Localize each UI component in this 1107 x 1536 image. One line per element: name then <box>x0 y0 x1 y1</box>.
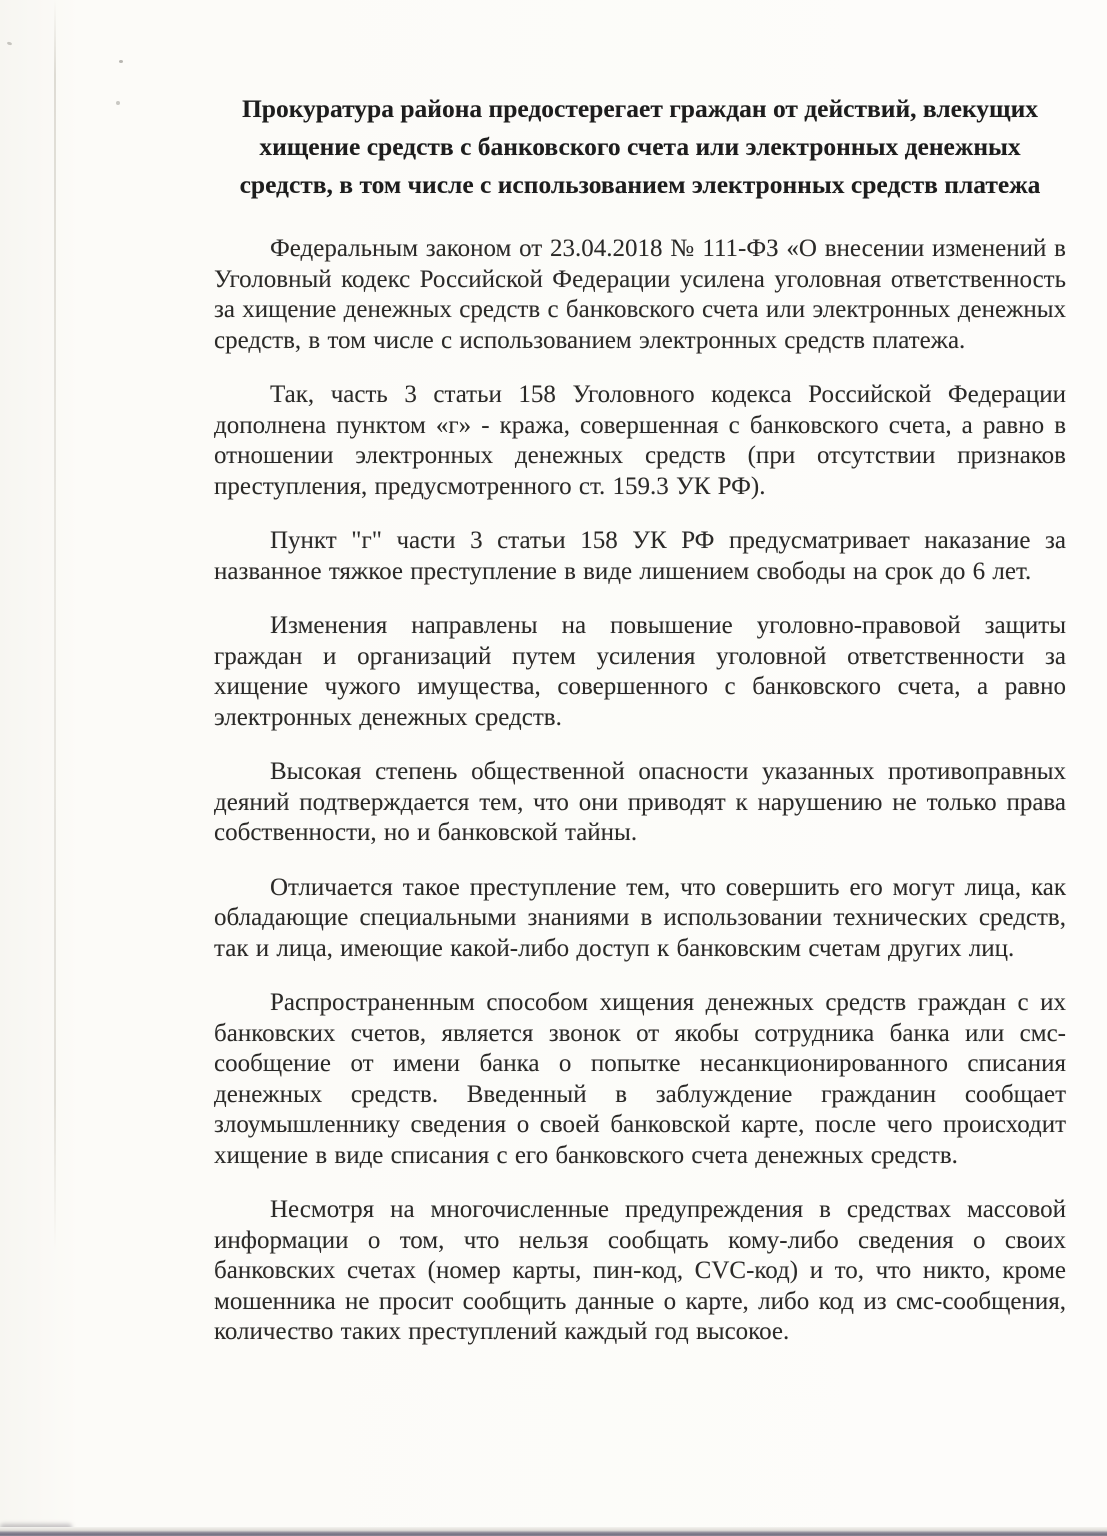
scan-artifact-speck <box>116 101 120 105</box>
paragraph-common-theft-method: Распространенным способом хищения денежных средств граждан с их банковских счетов, является звонок от якобы сотрудника банка или смс-сообщение от имени банка о попытке несанкционированного списания денежных средств. Введенный в заблуждение гражданин сообщает злоумышленнику сведения о своей банковской карте, после чего происходит хищение в виде списания с его банковского счета денежных средств. <box>214 989 1066 1169</box>
document-body <box>214 234 1066 1372</box>
document-title <box>215 90 1065 204</box>
scan-artifact-bottom-edge <box>0 1527 1107 1536</box>
scan-artifact-speck <box>119 60 123 63</box>
document-title-line-2: хищение средств с банковского счета или электронных денежных <box>259 132 1021 161</box>
paragraph-federal-law-111fz: Федеральным законом от 23.04.2018 № 111-ФЗ «О внесении изменений в Уголовный кодекс Российской Федерации усилена уголовная ответственность за хищение денежных средств с банковского счета или электронных денежных средств, в том числе с использованием электронных средств платежа. <box>214 235 1066 354</box>
document-title-line-3: средств, в том числе с использованием электронных средств платежа <box>239 170 1041 199</box>
document-title-line-1: Прокуратура района предостерегает граждан от действий, влекущих <box>241 94 1039 123</box>
paragraph-changes-purpose: Изменения направлены на повышение уголовно-правовой защиты граждан и организаций путем усиления уголовной ответственности за хищение чужого имущества, совершенного с банковского счета, а равно электронных денежных средств. <box>214 612 1066 731</box>
scan-artifact-left-line <box>54 0 56 1250</box>
paragraph-crime-distinction: Отличается такое преступление тем, что совершить его могут лица, как обладающие специальными знаниями в использовании технических средств, так и лица, имеющие какой-либо доступ к банковским счетам других лиц. <box>214 873 1066 962</box>
paragraph-punishment-point-g: Пункт "г" части 3 статьи 158 УК РФ предусматривает наказание за названное тяжкое преступление в виде лишением свободы на срок до 6 лет. <box>214 527 1066 585</box>
paragraph-article-158-part3: Так, часть 3 статьи 158 Уголовного кодекса Российской Федерации дополнена пунктом «г» - кража, совершенная с банковского счета, а равно в отношении электронных денежных средств (при отсутствии признаков преступления, предусмотренного ст. 159.3 УК РФ). <box>214 381 1066 500</box>
paragraph-warnings-statistics: Несмотря на многочисленные предупреждения в средствах массовой информации о том, что нельзя сообщать кому-либо сведения о своих банковских счетах (номер карты, пин-код, CVC-код) и то, что никто, кроме мошенника не просит сообщить данные о карте, либо код из смс-сообщения, количество таких преступлений каждый год высокое. <box>214 1196 1066 1345</box>
scan-artifact-speck <box>7 41 13 45</box>
paragraph-public-danger: Высокая степень общественной опасности указанных противоправных деяний подтверждается тем, что они приводят к нарушению не только права собственности, но и банковской тайны. <box>214 758 1066 846</box>
